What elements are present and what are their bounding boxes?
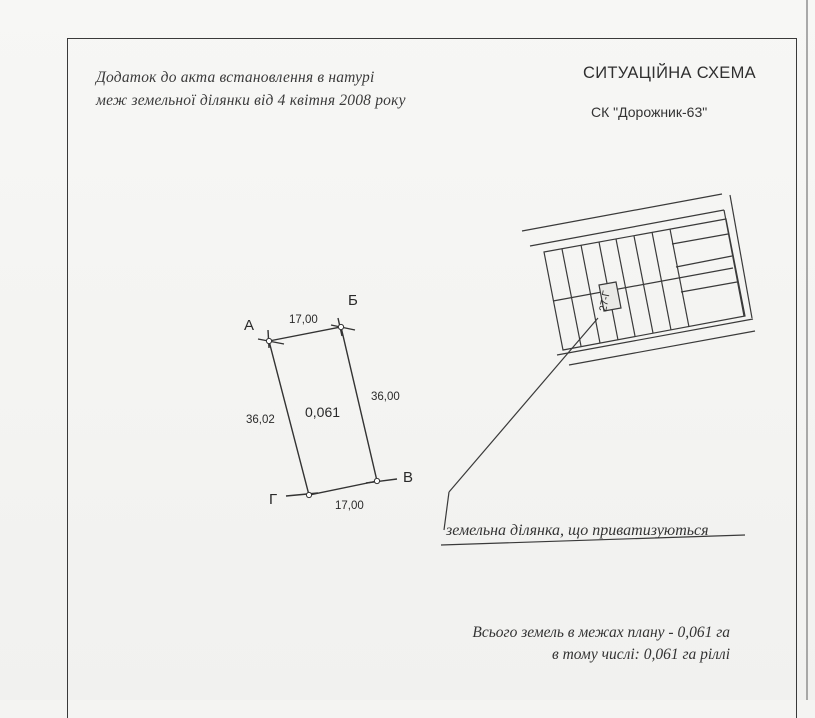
side-length-right: 36,00 [371, 391, 400, 403]
cooperative-name: СК "Дорожник-63" [591, 104, 708, 120]
appendix-line-1: Додаток до акта встановлення в натурі [96, 69, 375, 86]
vertex-label-v: В [403, 469, 414, 486]
totals-line-2: в тому числі: 0,061 га ріллі [551, 646, 730, 663]
lot-divider-1 [562, 249, 581, 346]
side-length-left: 36,02 [246, 414, 275, 426]
scheme-title: СИТУАЦІЙНА СХЕМА [583, 64, 756, 82]
lot-divider-4 [616, 239, 635, 336]
vertex-v-marker [374, 478, 379, 483]
lot-right-2 [676, 256, 732, 267]
street-line-top-2 [530, 210, 724, 246]
leader-line [449, 318, 598, 492]
vertex-label-b: Б [348, 292, 358, 309]
totals-line-1: Всього земель в межах плану - 0,061 га [472, 624, 730, 641]
lot-divider-2 [581, 245, 600, 343]
vertex-b-marker [338, 324, 343, 329]
vertex-g-marker [306, 492, 311, 497]
vertex-a-marker [266, 338, 271, 343]
vertex-label-g: Г [269, 491, 278, 508]
lot-right-1 [672, 234, 728, 244]
legend-note: земельна ділянка, що приватизуються [446, 522, 709, 539]
lot-right-3 [681, 282, 737, 292]
plot-area: 0,061 [305, 404, 341, 420]
plot-number-label: 27-Г [597, 289, 613, 313]
side-length-top: 17,00 [289, 314, 318, 326]
lot-divider-5 [634, 236, 653, 333]
side-length-bottom: 17,00 [335, 500, 364, 512]
totals-block [376, 622, 730, 666]
vertex-label-a: А [244, 317, 255, 334]
appendix-line-2: меж земельної ділянки від 4 квітня 2008 року [96, 92, 406, 109]
location-map [441, 194, 755, 545]
lot-divider-6 [652, 232, 671, 330]
